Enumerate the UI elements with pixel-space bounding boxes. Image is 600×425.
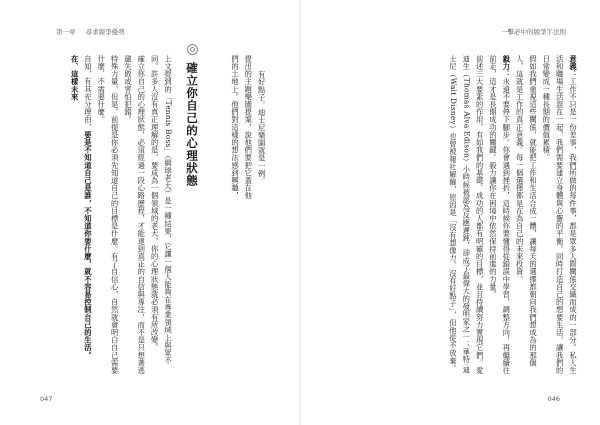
lead-bold-meaning: 意義： [569,55,578,78]
right-page [300,0,600,425]
right-text-column [346,55,580,377]
section-heading: 確立你自己的心理狀態 [185,62,199,187]
left-running-head [56,27,125,36]
left-text-column-main [26,55,175,377]
section-heading-block [178,40,212,240]
left-paragraph-first: 有好點子。迪士尼樂園就是一例。 提出的主題樂園提案，說他們要把它蓋在他 們的土地上。他們對這樣的想法感到興趣， [230,55,267,200]
left-bold-emphasis: 要是不知道自己是誰，不知道你要什麼，就不容易控制自己的生活。 [83,131,93,359]
left-text-column-first [212,55,282,377]
right-paragraph-4: 前述三大要素的作用，有如我們的基礎。成功的人都有明確的目標，並且持續努力實現它們。愛迪生（Thomas Alva Edison）小時候被認為反應遲鈍，卻成了最偉大的發明家之一；華特·迪士尼（Walt Disney）也曾被報社解僱，原因是「沒有想像力、沒有好點子」，但他從不放棄。 [448,55,485,375]
left-bold-label: 在、這樣未來 [70,55,80,101]
left-page-number: 047 [40,395,53,403]
left-paragraph-b: 特殊力量，但是，前提是你必須先知道自己的目標是什麼。有了自信心，自然就會明白自己需要什麼、不需要什麼。 自知，有其充分理由， [83,55,120,375]
right-paragraph-2: 假如我們重視這些關係，就能把工作和生活合成一體，讓每天的選擇都朝向我們想成為的那個人，這就是工作的真正意義。每一個選擇都是在為自己的未來投資。 [515,55,538,367]
left-paragraph-a: 上文提到的「Tennis Boss」（網球老大）是一種結果，它讓一個人能夠在專業領域上與眾不同。許多人沒有真正理解的是，要成為一個領域的老大，你的心理狀態就必須有所改變。 確立你自己的心理狀態，必須經過一段心路歷程，才能達到真正的自信與專注，而不是只想著逃避失敗或害怕犯錯。 [123,55,173,375]
lead-bold-perseverance: 毅力： [502,55,512,78]
chapter-number: 第一章 [56,28,76,36]
right-paragraph-3: 永遠不要停下腳步。你會遇到挫折，這時候你要懂得從錯誤中學習，調整方向，再繼續往前走，這才是長期成功的關鍵。毅力讓你在困境中依然保持前進的力量。 [488,55,512,375]
right-page-number: 046 [547,395,560,403]
right-running-head: 一擊必中的競爭手法則 [501,28,566,36]
chapter-title: 尋求競爭優勢 [85,28,125,36]
right-paragraph-1: 工作不只是一份差事，我們所做的每件事，都是眾多人際關係交織而成的一部分。私人生活和職場生活混在一起，我們需要建立身體與心靈的平衡，同時打造自己的想要生活，讓我們的日常變成一種長期的價值累積。 [542,55,578,375]
target-circle-icon [187,44,198,55]
